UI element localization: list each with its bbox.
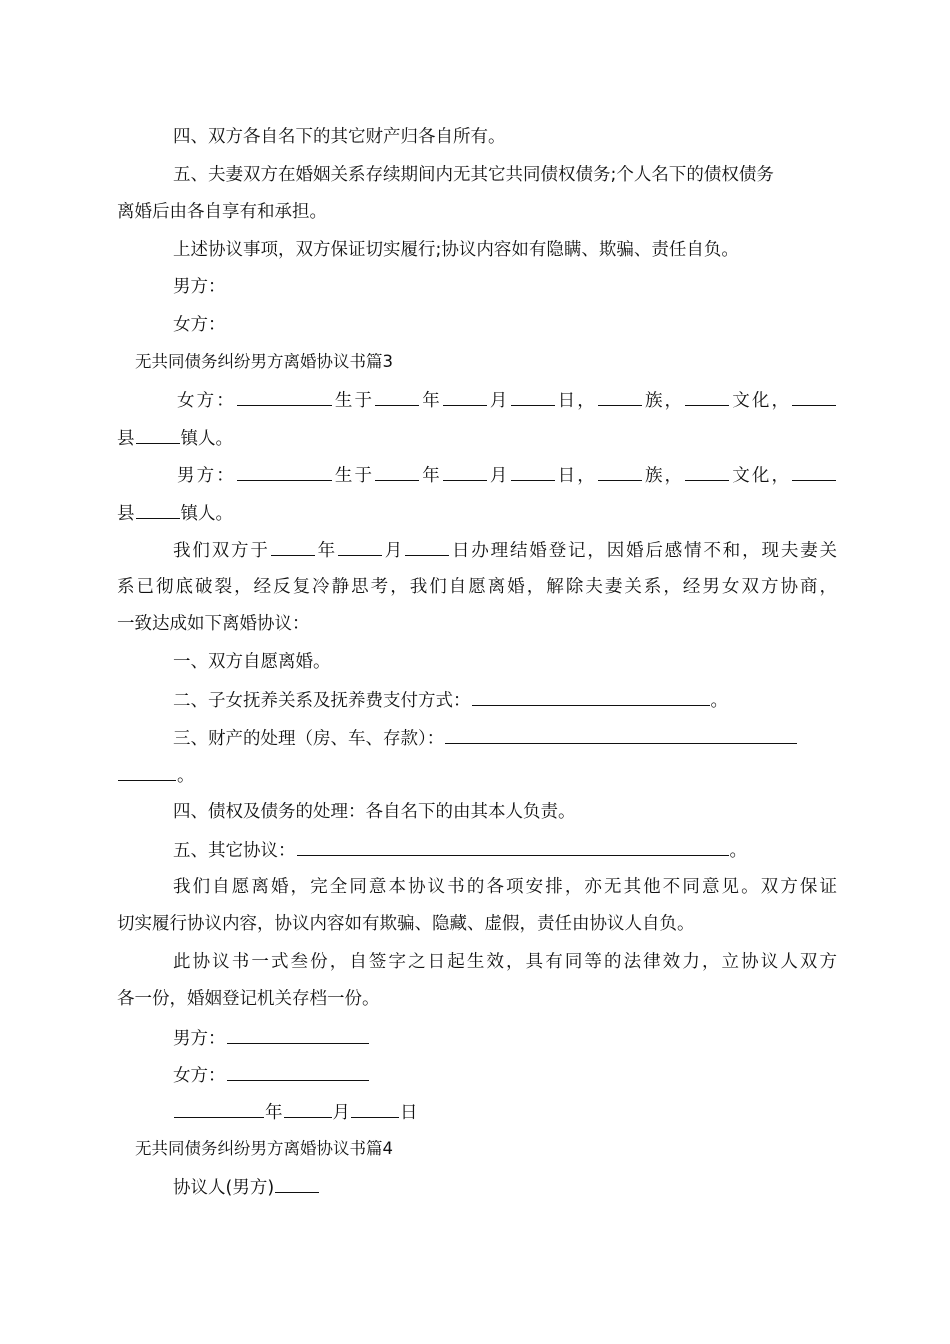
blank-field xyxy=(685,463,729,481)
female-info-line-2: 县 镇人。 xyxy=(117,426,837,450)
intro-line: 我们双方于 年 月 日办理结婚登记，因婚后感情不和，现夫妻关 xyxy=(173,538,837,562)
paragraph: 一致达成如下离婚协议： xyxy=(117,614,310,634)
clause-3: 三、财产的处理（房、车、存款）： xyxy=(173,726,837,750)
signature-female: 女方： xyxy=(173,1063,837,1087)
blank-field xyxy=(227,1026,369,1044)
blank-field xyxy=(511,463,555,481)
date-line: 年 月 日 xyxy=(173,1100,837,1124)
signature-male: 男方： xyxy=(173,1026,837,1050)
blank-field xyxy=(297,838,729,856)
blank-field xyxy=(472,688,710,706)
blank-field xyxy=(275,1175,319,1193)
blank-field xyxy=(443,463,487,481)
blank-field xyxy=(237,388,332,406)
blank-field xyxy=(405,538,449,556)
blank-field xyxy=(598,388,642,406)
paragraph: 各一份，婚姻登记机关存档一份。 xyxy=(117,989,380,1009)
blank-field xyxy=(284,1100,332,1118)
paragraph: 系已彻底破裂，经反复冷静思考，我们自愿离婚，解除夫妻关系，经男女双方协商， xyxy=(117,577,837,597)
blank-field xyxy=(685,388,729,406)
clause-4: 四、债权及债务的处理：各自名下的由其本人负责。 xyxy=(173,802,576,822)
blank-field xyxy=(338,538,382,556)
blank-field xyxy=(174,1100,264,1118)
clause-1: 一、双方自愿离婚。 xyxy=(173,652,331,672)
blank-field xyxy=(136,501,180,519)
blank-field xyxy=(792,463,836,481)
blank-field xyxy=(375,388,419,406)
paragraph: 五、夫妻双方在婚姻关系存续期间内无其它共同债权债务;个人名下的债权债务 xyxy=(173,165,774,185)
blank-field xyxy=(271,538,315,556)
section-title: 无共同债务纠纷男方离婚协议书篇3 xyxy=(135,352,393,371)
clause-3-cont: 。 xyxy=(117,763,837,787)
female-info-line: 女方： 生于 年 月 日， 族， 文化， xyxy=(177,388,837,412)
clause-5: 五、其它协议： 。 xyxy=(173,838,837,862)
paragraph: 离婚后由各自享有和承担。 xyxy=(117,202,327,222)
paragraph: 此协议书一式叁份，自签字之日起生效，具有同等的法律效力，立协议人双方 xyxy=(173,952,837,972)
blank-field xyxy=(136,426,180,444)
paragraph: 上述协议事项，双方保证切实履行;协议内容如有隐瞒、欺骗、责任自负。 xyxy=(173,240,739,260)
blank-field xyxy=(511,388,555,406)
blank-field xyxy=(443,388,487,406)
blank-field xyxy=(237,463,332,481)
blank-field xyxy=(792,388,836,406)
paragraph: 切实履行协议内容，协议内容如有欺骗、隐藏、虚假，责任由协议人自负。 xyxy=(117,914,695,934)
male-info-line: 男方： 生于 年 月 日， 族， 文化， xyxy=(177,463,837,487)
clause-2: 二、子女抚养关系及抚养费支付方式： 。 xyxy=(173,688,837,712)
blank-field xyxy=(375,463,419,481)
section-title: 无共同债务纠纷男方离婚协议书篇4 xyxy=(135,1139,393,1158)
party-male-line: 协议人(男方) xyxy=(173,1175,837,1199)
paragraph: 四、双方各自名下的其它财产归各自所有。 xyxy=(173,127,506,147)
signature-female: 女方： xyxy=(173,315,226,335)
paragraph: 我们自愿离婚，完全同意本协议书的各项安排，亦无其他不同意见。双方保证 xyxy=(173,877,837,897)
blank-field xyxy=(351,1100,399,1118)
male-info-line-2: 县 镇人。 xyxy=(117,501,837,525)
blank-field xyxy=(227,1063,369,1081)
blank-field xyxy=(598,463,642,481)
blank-field xyxy=(118,763,176,781)
signature-male: 男方： xyxy=(173,277,226,297)
blank-field xyxy=(445,726,797,744)
